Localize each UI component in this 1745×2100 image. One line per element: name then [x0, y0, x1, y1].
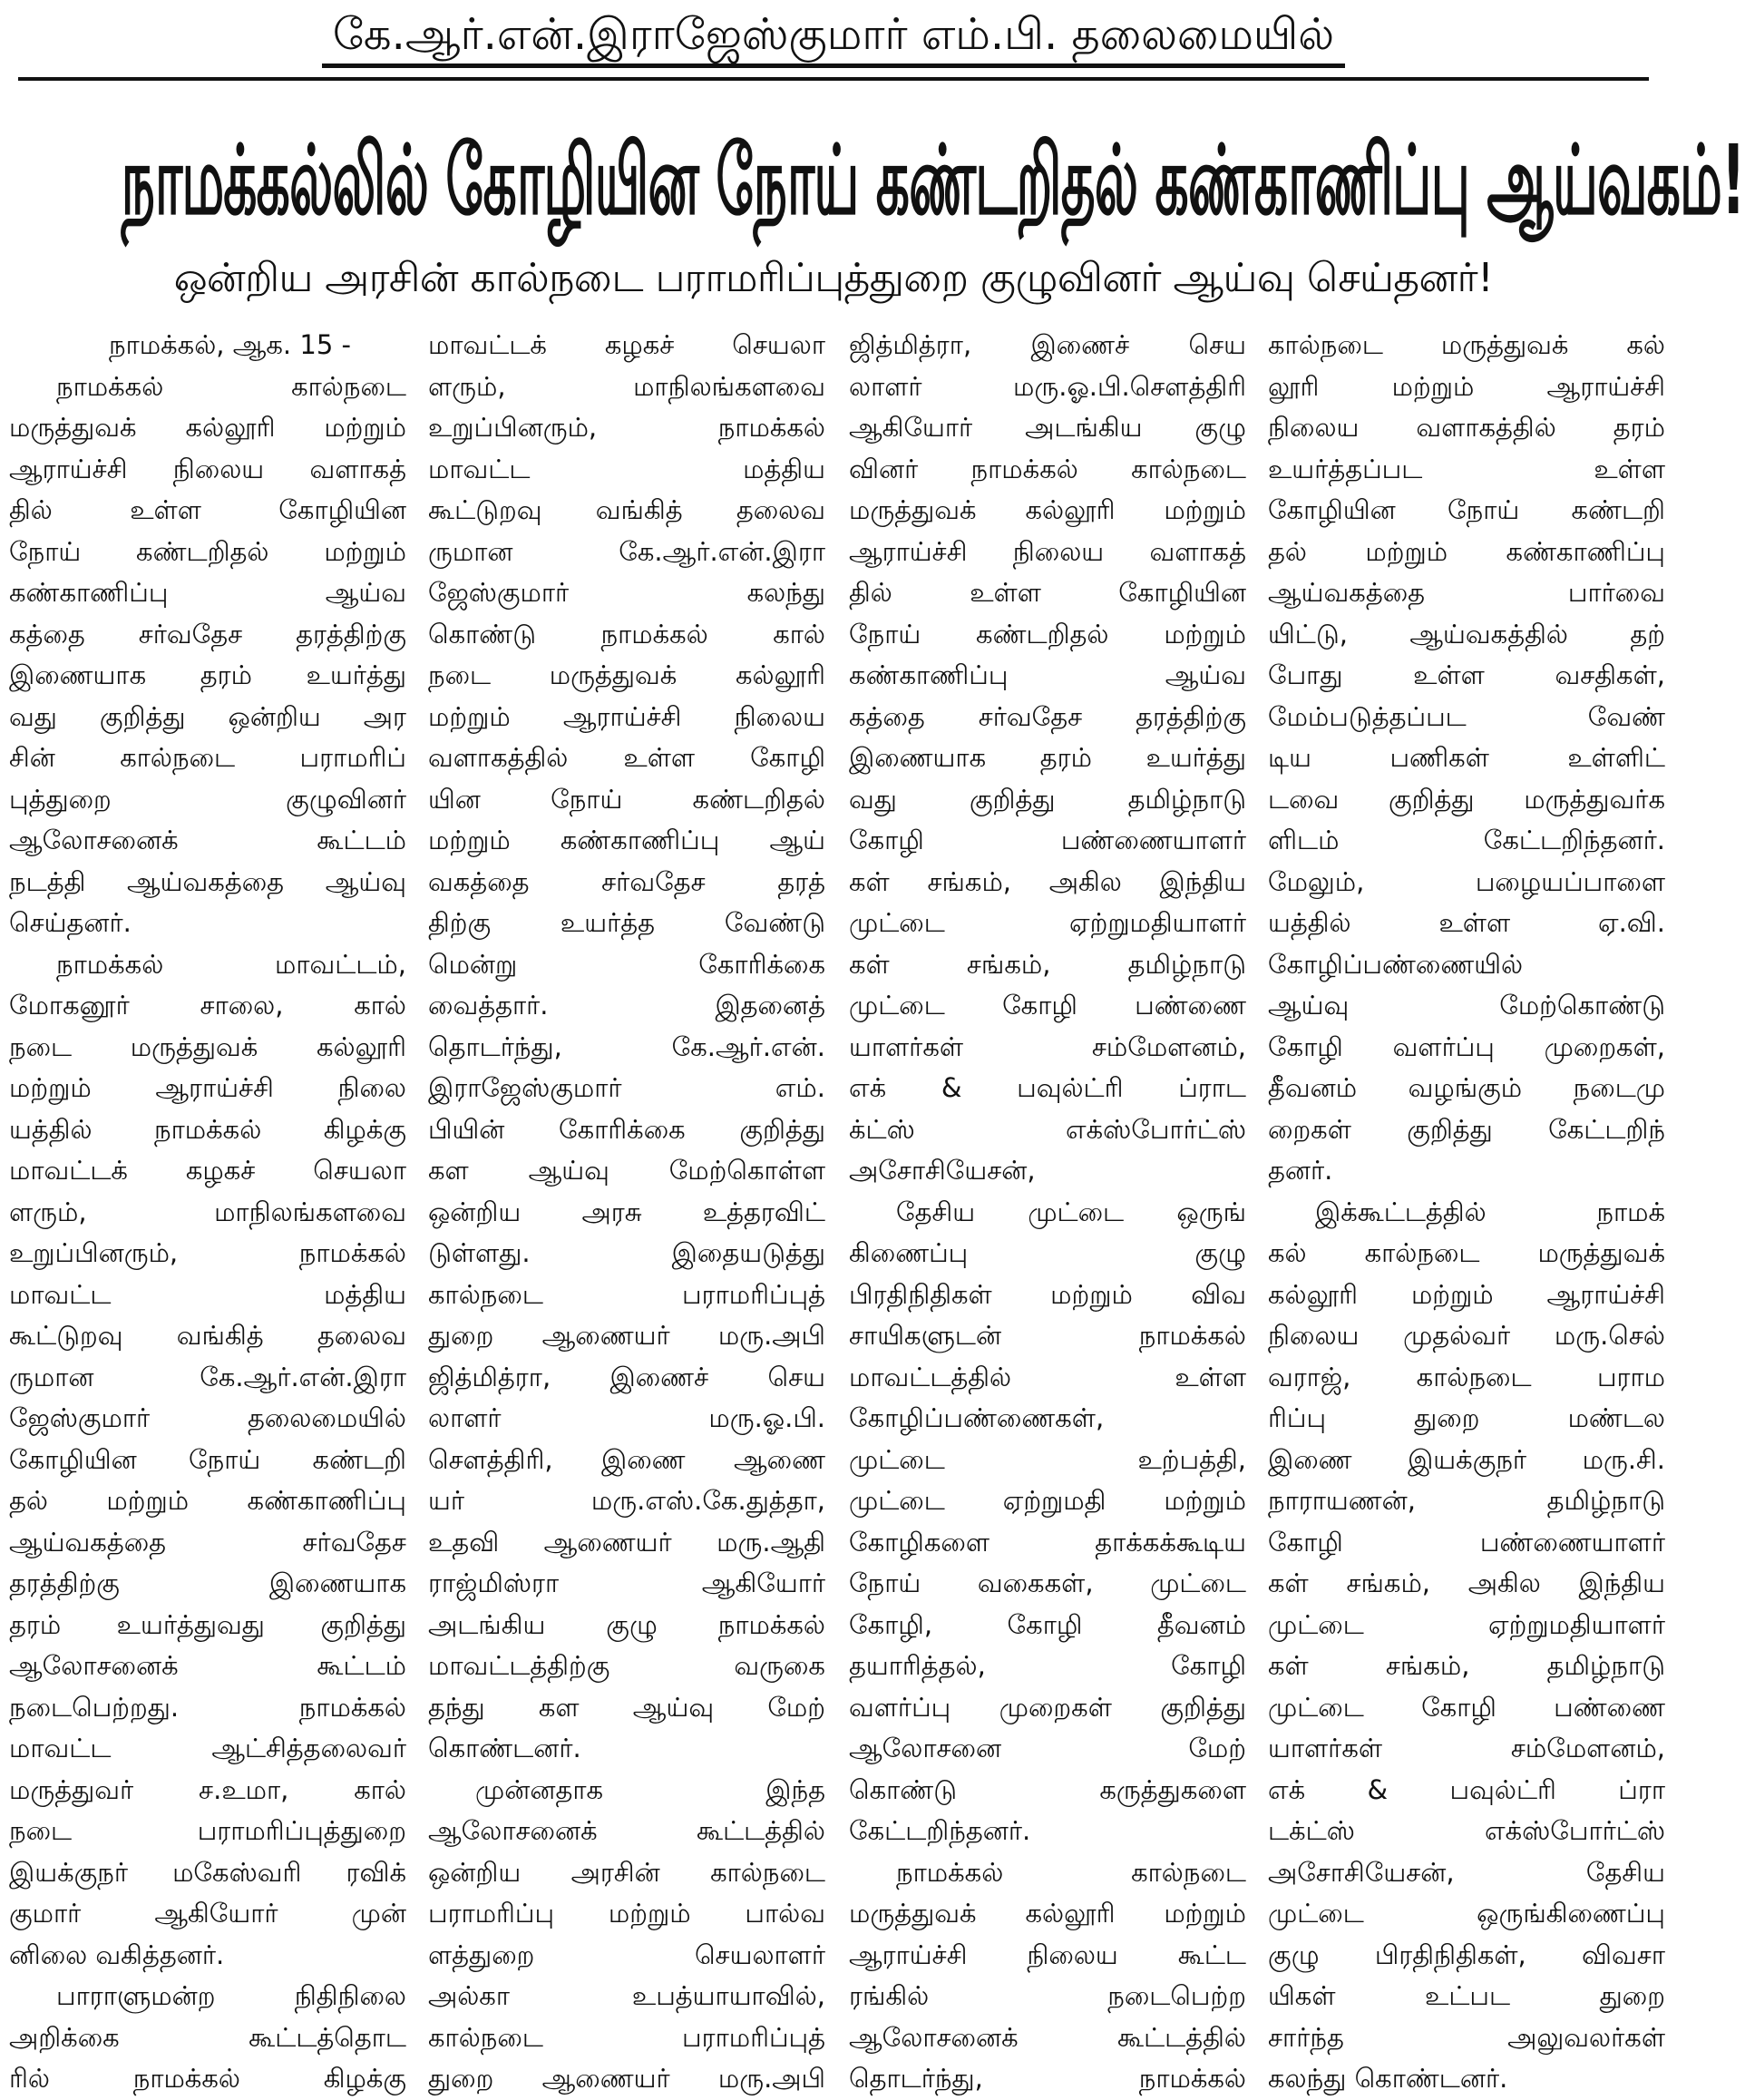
text-line: யாளர்கள் சம்மேளனம்,: [849, 1030, 1246, 1062]
text-line: இராஜேஸ்குமார் எம்.: [428, 1072, 825, 1103]
text-line: நாமக்கல் கால்நடை: [56, 370, 406, 402]
text-line: நாமக்கல் கால்நடை: [896, 1856, 1246, 1888]
text-line: கள் சங்கம், அகில இந்திய: [849, 865, 1246, 897]
text-line: எக் & பவுல்ட்ரி ப்ரா: [1268, 1773, 1665, 1805]
text-line: டவை குறித்து மருத்துவர்க: [1268, 783, 1665, 815]
body-column-2: [428, 325, 825, 2094]
text-line: ராஜ்மிஸ்ரா ஆகியோர்: [428, 1568, 825, 1598]
text-line: சார்ந்த அலுவலர்கள்: [1268, 2021, 1665, 2053]
body-column-3: [849, 325, 1246, 2094]
text-line: வகத்தை சர்வதேச தரத்: [428, 865, 825, 897]
text-line: அசோசியேசன், தேசிய: [1268, 1856, 1665, 1888]
text-line: ஆய்வகத்தை பார்வை: [1268, 577, 1665, 608]
dateline: நாமக்கல், ஆக. 15 -: [109, 329, 351, 360]
text-line: க்ட்ஸ் எக்ஸ்போர்ட்ஸ்: [849, 1113, 1246, 1145]
subheadline: ஒன்றிய அரசின் கால்நடை பராமரிப்புத்துறை குழுவினர் ஆய்வு செய்தனர்!: [173, 255, 1494, 301]
text-line: ளத்துறை செயலாளர்: [428, 1939, 825, 1970]
text-line: லூரி மற்றும் ஆராய்ச்சி: [1268, 370, 1665, 402]
text-line: மாவட்டக் கழகச் செயலா: [9, 1155, 406, 1186]
text-line: கண்காணிப்பு ஆய்வ: [9, 577, 406, 608]
text-line: ஆராய்ச்சி நிலைய வளாகத்: [9, 453, 406, 484]
text-line: றைகள் குறித்து கேட்டறிந்: [1268, 1113, 1665, 1145]
text-line: தில் உள்ள கோழியின: [9, 494, 406, 525]
text-line: கல்லூரி மற்றும் ஆராய்ச்சி: [1268, 1278, 1665, 1310]
text-line: நடை மருத்துவக் கல்லூரி: [428, 659, 825, 690]
text-line: மேம்படுத்தப்பட வேண்: [1268, 700, 1665, 732]
text-line: கோழிகளை தாக்கக்கூடிய: [849, 1526, 1246, 1558]
text-line: வது குறித்து ஒன்றிய அர: [9, 700, 406, 732]
text-line: லாளர் மரு.ஓ.பி.: [428, 1402, 825, 1433]
text-line: முட்டை உற்பத்தி,: [849, 1443, 1246, 1475]
text-line: முட்டை ஏற்றுமதியாளர்: [849, 907, 1246, 938]
text-line: கால்நடை மருத்துவக் கல்: [1268, 329, 1665, 360]
text-line: கொண்டு நாமக்கல் கால்: [428, 618, 825, 650]
text-line: யிகள் உட்பட துறை: [1268, 1980, 1665, 2011]
text-line: எக் & பவுல்ட்ரி ப்ராட: [849, 1072, 1246, 1103]
text-line: தந்து கள ஆய்வு மேற்: [428, 1691, 825, 1723]
kicker-line: [0, 7, 1667, 62]
text-line: மருத்துவக் கல்லூரி மற்றும்: [849, 494, 1246, 525]
text-line: ரிப்பு துறை மண்டல: [1268, 1402, 1665, 1433]
text-line: திற்கு உயர்த்த வேண்டு: [428, 907, 825, 938]
text-line: பியின் கோரிக்கை குறித்து: [428, 1113, 825, 1145]
text-line: ஜேஸ்குமார் கலந்து: [428, 577, 825, 608]
text-line: கேட்டறிந்தனர்.: [849, 1815, 1031, 1846]
text-line: உயர்த்தப்பட உள்ள: [1268, 453, 1665, 484]
text-line: மோகனூர் சாலை, கால்: [9, 990, 406, 1021]
text-line: கூட்டுறவு வங்கித் தலைவ: [428, 494, 825, 525]
text-line: கிணைப்பு குழு: [849, 1237, 1246, 1268]
text-line: ஆலோசனைக் கூட்டம்: [9, 825, 406, 855]
text-line: கத்தை சர்வதேச தரத்திற்கு: [9, 618, 406, 650]
text-line: ளரும், மாநிலங்களவை: [428, 370, 825, 402]
body-column-1: [9, 325, 406, 2094]
text-line: தொடர்ந்து, கே.ஆர்.என்.: [428, 1030, 825, 1062]
text-line: குழு பிரதிநிதிகள், விவசா: [1268, 1939, 1665, 1970]
text-line: நாராயணன், தமிழ்நாடு: [1268, 1485, 1665, 1516]
text-line: தரத்திற்கு இணையாக: [9, 1568, 406, 1598]
text-line: வளர்ப்பு முறைகள் குறித்து: [849, 1691, 1246, 1723]
text-line: ரில் நாமக்கல் கிழக்கு: [9, 2063, 406, 2094]
text-line: வராஜ், கால்நடை பராம: [1268, 1361, 1665, 1392]
text-line: மாவட்ட மத்திய: [428, 453, 825, 484]
text-line: ஆராய்ச்சி நிலைய கூட்ட: [849, 1939, 1246, 1970]
headline: நாமக்கல்லில் கோழியின நோய் கண்டறிதல் கண்காணிப்பு ஆய்வகம்!: [121, 126, 1745, 238]
text-line: சின் கால்நடை பராமரிப்: [9, 742, 406, 773]
text-line: ரங்கில் நடைபெற்ற: [849, 1980, 1246, 2011]
text-line: பிரதிநிதிகள் மற்றும் விவ: [849, 1278, 1246, 1310]
text-line: லாளர் மரு.ஓ.பி.சௌத்திரி: [849, 370, 1246, 402]
text-line: மருத்துவக் கல்லூரி மற்றும்: [9, 412, 406, 443]
text-line: ஆலோசனை மேற்: [849, 1733, 1246, 1763]
text-line: நோய் கண்டறிதல் மற்றும்: [849, 618, 1246, 650]
text-line: கூட்டுறவு வங்கித் தலைவ: [9, 1320, 406, 1351]
text-line: யின நோய் கண்டறிதல்: [428, 783, 825, 815]
text-line: மாவட்டக் கழகச் செயலா: [428, 329, 825, 360]
text-line: யாளர்கள் சம்மேளனம்,: [1268, 1733, 1665, 1763]
text-line: பாராளுமன்ற நிதிநிலை: [56, 1980, 406, 2011]
text-line: நிலைய வளாகத்தில் தரம்: [1268, 412, 1665, 443]
article-body: [9, 325, 1665, 2094]
text-line: நோய் கண்டறிதல் மற்றும்: [9, 535, 406, 567]
text-line: இணை இயக்குநர் மரு.சி.: [1268, 1443, 1665, 1475]
text-line: கல் கால்நடை மருத்துவக்: [1268, 1237, 1665, 1268]
text-line: ளரும், மாநிலங்களவை: [9, 1196, 406, 1227]
text-line: ஆலோசனைக் கூட்டம்: [9, 1650, 406, 1681]
text-line: மாவட்ட ஆட்சித்தலைவர்: [9, 1733, 406, 1763]
text-line: ஜித்மித்ரா, இணைச் செய: [849, 329, 1246, 360]
text-line: சௌத்திரி, இணை ஆணை: [428, 1443, 825, 1475]
text-line: முட்டை கோழி பண்ணை: [849, 990, 1246, 1021]
text-line: யத்தில் நாமக்கல் கிழக்கு: [9, 1113, 406, 1145]
text-line: தயாரித்தல், கோழி: [849, 1650, 1246, 1681]
text-line: ஆய்வு மேற்கொண்டு: [1268, 990, 1665, 1021]
text-line: மேலும், பழையப்பாளை: [1268, 865, 1665, 897]
text-line: வளாகத்தில் உள்ள கோழி: [428, 742, 825, 773]
text-line: யத்தில் உள்ள ஏ.வி.: [1268, 907, 1665, 938]
text-line: கோழி, கோழி தீவனம்: [849, 1608, 1246, 1640]
text-line: நிலைய முதல்வர் மரு.செல்: [1268, 1320, 1665, 1351]
text-line: ருமான கே.ஆர்.என்.இரா: [9, 1361, 406, 1392]
text-line: யிட்டு, ஆய்வகத்தில் தற்: [1268, 618, 1665, 650]
text-line: தொடர்ந்து, நாமக்கல்: [849, 2063, 1246, 2094]
text-line: மற்றும் கண்காணிப்பு ஆய்: [428, 825, 825, 855]
text-line: யர் மரு.எஸ்.கே.துத்தா,: [428, 1485, 825, 1516]
text-line: கோழியின நோய் கண்டறி: [1268, 494, 1665, 525]
text-line: கள ஆய்வு மேற்கொள்ள: [428, 1155, 825, 1186]
text-line: வைத்தார். இதனைத்: [428, 990, 825, 1021]
text-line: கள் சங்கம், தமிழ்நாடு: [849, 948, 1246, 980]
text-line: துறை ஆணையர் மரு.அபி: [428, 1320, 825, 1351]
text-line: ஒன்றிய அரசு உத்தரவிட்: [428, 1196, 825, 1227]
text-line: கொண்டனர்.: [428, 1733, 581, 1763]
text-line: ஆகியோர் அடங்கிய குழு: [849, 412, 1246, 443]
text-line: னிலை வகித்தனர்.: [9, 1939, 225, 1970]
text-line: தல் மற்றும் கண்காணிப்பு: [1268, 535, 1665, 567]
text-line: நடைபெற்றது. நாமக்கல்: [9, 1691, 406, 1723]
text-line: ஆலோசனைக் கூட்டத்தில்: [428, 1815, 825, 1846]
text-line: கோழியின நோய் கண்டறி: [9, 1443, 406, 1475]
text-line: ஜித்மித்ரா, இணைச் செய: [428, 1361, 825, 1392]
text-line: இக்கூட்டத்தில் நாமக்: [1315, 1196, 1665, 1227]
text-line: தில் உள்ள கோழியின: [849, 577, 1246, 608]
kicker-text: கே.ஆர்.என்.இராஜேஸ்குமார் எம்.பி. தலைமையில்: [322, 9, 1345, 68]
text-line: போது உள்ள வசதிகள்,: [1268, 659, 1665, 690]
text-line: புத்துறை குழுவினர்: [9, 783, 406, 815]
text-line: மாவட்ட மத்திய: [9, 1278, 406, 1310]
text-line: கோழிப்பண்ணையில்: [1268, 948, 1524, 980]
text-line: கத்தை சர்வதேச தரத்திற்கு: [849, 700, 1246, 732]
text-line: நடை மருத்துவக் கல்லூரி: [9, 1030, 406, 1062]
text-line: சாயிகளுடன் நாமக்கல்: [849, 1320, 1246, 1351]
text-line: தேசிய முட்டை ஒருங்: [896, 1196, 1246, 1227]
text-line: குமார் ஆகியோர் முன்: [9, 1898, 406, 1929]
text-line: கால்நடை பராமரிப்புத்: [428, 1278, 825, 1310]
text-line: கள் சங்கம், அகில இந்திய: [1268, 1568, 1665, 1598]
text-line: நடத்தி ஆய்வகத்தை ஆய்வு: [9, 865, 406, 897]
text-line: முட்டை கோழி பண்ணை: [1268, 1691, 1665, 1723]
text-line: செய்தனர்.: [9, 907, 132, 938]
text-line: கோழி பண்ணையாளர்: [1268, 1526, 1665, 1558]
text-line: முட்டை ஏற்றுமதி மற்றும்: [849, 1485, 1246, 1516]
text-line: தனர்.: [1268, 1155, 1333, 1186]
text-line: மற்றும் ஆராய்ச்சி நிலைய: [428, 700, 825, 732]
text-line: ஆய்வகத்தை சர்வதேச: [9, 1526, 406, 1558]
text-line: அல்கா உபத்யாயாவில்,: [428, 1980, 825, 2011]
text-line: மாவட்டத்தில் உள்ள: [849, 1361, 1246, 1392]
text-line: ளிடம் கேட்டறிந்தனர்.: [1268, 825, 1665, 855]
text-line: இயக்குநர் மகேஸ்வரி ரவிக்: [9, 1856, 406, 1888]
text-line: உதவி ஆணையர் மரு.ஆதி: [428, 1526, 825, 1558]
text-line: கோழிப்பண்ணைகள்,: [849, 1402, 1105, 1433]
text-line: கள் சங்கம், தமிழ்நாடு: [1268, 1650, 1665, 1681]
text-line: டிய பணிகள் உள்ளிட்: [1268, 742, 1665, 773]
text-line: தல் மற்றும் கண்காணிப்பு: [9, 1485, 406, 1516]
text-line: வினர் நாமக்கல் கால்நடை: [849, 453, 1246, 484]
text-line: மென்று கோரிக்கை: [428, 948, 825, 980]
text-line: மருத்துவர் ச.உமா, கால்: [9, 1773, 406, 1805]
text-line: டக்ட்ஸ் எக்ஸ்போர்ட்ஸ்: [1268, 1815, 1665, 1846]
text-line: கோழி வளர்ப்பு முறைகள்,: [1268, 1030, 1665, 1062]
text-line: கலந்து கொண்டனர்.: [1268, 2063, 1508, 2094]
text-line: ஆலோசனைக் கூட்டத்தில்: [849, 2021, 1246, 2053]
text-line: தரம் உயர்த்துவது குறித்து: [9, 1608, 406, 1640]
body-column-4: [1268, 325, 1665, 2094]
text-line: துறை ஆணையர் மரு.அபி: [428, 2063, 825, 2094]
text-line: கால்நடை பராமரிப்புத்: [428, 2021, 825, 2053]
text-line: அறிக்கை கூட்டத்தொட: [9, 2021, 406, 2053]
text-line: நோய் வகைகள், முட்டை: [849, 1568, 1246, 1598]
text-line: முன்னதாக இந்த: [475, 1773, 825, 1805]
text-line: பராமரிப்பு மற்றும் பால்வ: [428, 1898, 825, 1929]
text-line: ஒன்றிய அரசின் கால்நடை: [428, 1856, 825, 1888]
text-line: மாவட்டத்திற்கு வருகை: [428, 1650, 825, 1681]
text-line: உறுப்பினரும், நாமக்கல்: [428, 412, 825, 443]
text-line: ஆராய்ச்சி நிலைய வளாகத்: [849, 535, 1246, 567]
text-line: முட்டை ஒருங்கிணைப்பு: [1268, 1898, 1665, 1929]
text-line: மற்றும் ஆராய்ச்சி நிலை: [9, 1072, 406, 1103]
text-line: வது குறித்து தமிழ்நாடு: [849, 783, 1246, 815]
text-line: ஜேஸ்குமார் தலைமையில்: [9, 1402, 406, 1433]
text-line: இணையாக தரம் உயர்த்து: [9, 659, 406, 690]
top-rule: [18, 77, 1649, 81]
text-line: அடங்கிய குழு நாமக்கல்: [428, 1608, 825, 1640]
text-line: நாமக்கல் மாவட்டம்,: [56, 948, 406, 980]
text-line: தீவனம் வழங்கும் நடைமு: [1268, 1072, 1665, 1103]
text-line: டுள்ளது. இதையடுத்து: [428, 1237, 825, 1268]
text-line: அசோசியேசன்,: [849, 1155, 1036, 1186]
text-line: கண்காணிப்பு ஆய்வ: [849, 659, 1246, 690]
text-line: முட்டை ஏற்றுமதியாளர்: [1268, 1608, 1665, 1640]
text-line: இணையாக தரம் உயர்த்து: [849, 742, 1246, 773]
text-line: நடை பராமரிப்புத்துறை: [9, 1815, 406, 1846]
text-line: மருத்துவக் கல்லூரி மற்றும்: [849, 1898, 1246, 1929]
text-line: கொண்டு கருத்துகளை: [849, 1773, 1246, 1805]
text-line: உறுப்பினரும், நாமக்கல்: [9, 1237, 406, 1268]
text-line: ருமான கே.ஆர்.என்.இரா: [428, 535, 825, 567]
text-line: கோழி பண்ணையாளர்: [849, 825, 1246, 855]
